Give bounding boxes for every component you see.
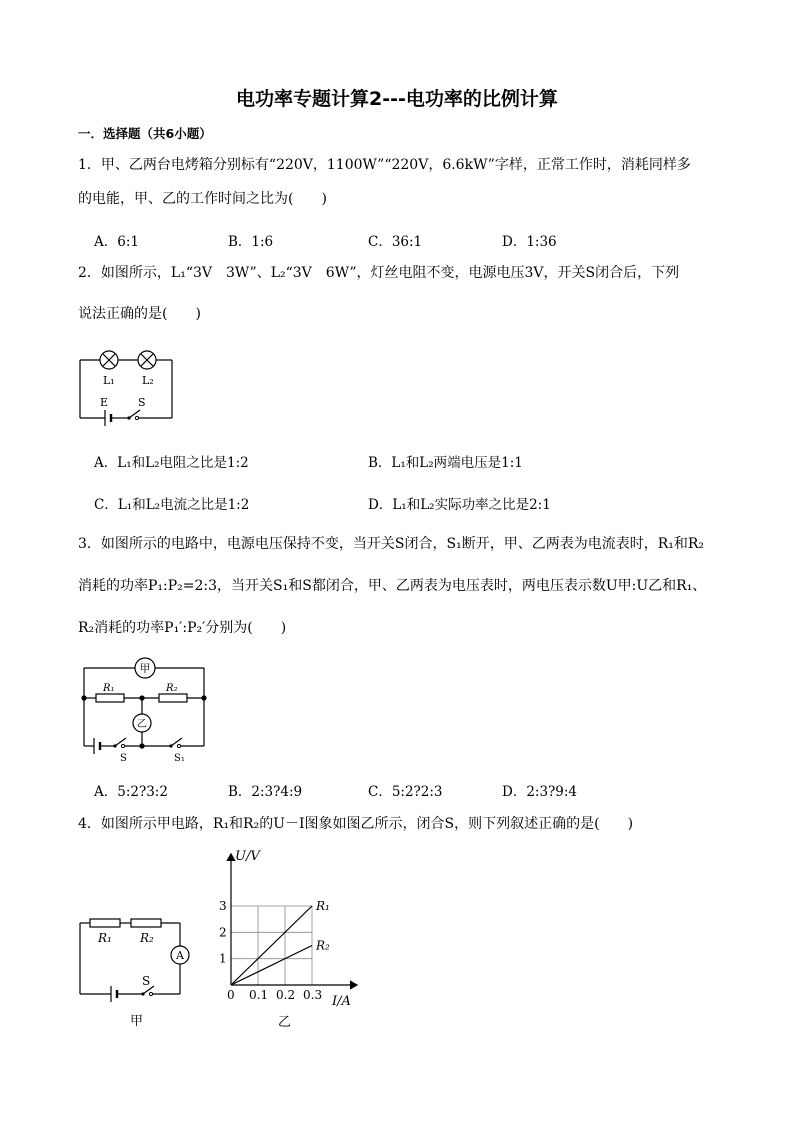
q2-label-l2: L₂: [142, 374, 154, 387]
x-tick-label: 0.3: [303, 988, 323, 1002]
resistor-r1-icon: [90, 919, 120, 927]
q2-label-l1: L₁: [103, 374, 115, 387]
q3-label-r1: R₁: [103, 683, 115, 694]
y-tick-label: 3: [219, 899, 227, 913]
battery-icon: [111, 986, 117, 1002]
q1-option-a[interactable]: A．6:1: [94, 234, 139, 250]
q1-text-line2: 的电能，甲、乙的工作时间之比为( ): [78, 191, 327, 207]
q3-circuit-diagram: [70, 650, 220, 765]
q4-circuit-diagram: [70, 905, 200, 1030]
series-line-2: [231, 946, 312, 986]
q1-option-d[interactable]: D．1:36: [502, 234, 557, 250]
q3-label-s: S: [120, 753, 127, 764]
q3-meter-a-label: 甲: [139, 662, 151, 675]
q1-text-line1: 1．甲、乙两台电烤箱分别标有“220V，1100W”“220V，6.6kW”字样，正常工作时，消耗同样多: [78, 157, 691, 173]
q3-option-a[interactable]: A．5:2?3:2: [94, 784, 168, 800]
q2-text-line2: 说法正确的是( ): [78, 306, 201, 322]
q3-text-line2: 消耗的功率P₁:P₂=2:3，当开关S₁和S都闭合，甲、乙两表为电压表时，两电压表示数U甲:U乙和R₁、: [78, 578, 707, 594]
q4-label-r2: R₂: [140, 931, 154, 945]
q3-text-line3: R₂消耗的功率P₁′:P₂′分别为( ): [78, 620, 287, 636]
q4-label-s: S: [142, 974, 151, 988]
battery-icon: [94, 738, 100, 754]
q3-text-line1: 3．如图所示的电路中，电源电压保持不变，当开关S闭合，S₁断开，甲、乙两表为电流表时，R₁和R₂: [78, 536, 705, 552]
q4-text-line1: 4．如图所示甲电路，R₁和R₂的U－I图象如图乙所示，闭合S，则下列叙述正确的是( ): [78, 816, 634, 832]
q2-option-a[interactable]: A．L₁和L₂电阻之比是1:2: [94, 455, 249, 471]
q1-option-c[interactable]: C．36:1: [368, 234, 423, 250]
x-tick-label: 0: [227, 988, 235, 1002]
switch-s1-icon: [169, 738, 182, 748]
q3-label-r2: R₂: [166, 683, 178, 694]
q2-circuit-diagram: [70, 340, 185, 430]
lamp-l1-icon: [100, 351, 118, 369]
q3-label-s1: S₁: [174, 753, 185, 764]
series-label-2: R₂: [316, 938, 330, 953]
switch-icon: [127, 410, 140, 420]
x-axis-label: I/A: [332, 994, 351, 1009]
q1-option-b[interactable]: B．1:6: [228, 234, 274, 250]
q2-option-b[interactable]: B．L₁和L₂两端电压是1:1: [368, 455, 523, 471]
q3-option-d[interactable]: D．2:3?9:4: [502, 784, 578, 800]
battery-icon: [105, 410, 111, 426]
q3-option-b[interactable]: B．2:3?4:9: [228, 784, 303, 800]
q2-text-line1: 2．如图所示，L₁“3V 3W”、L₂“3V 6W”，灯丝电阻不变，电源电压3V，开关S闭合后，下列: [78, 265, 680, 281]
q4-ui-graph: [210, 842, 370, 1032]
q4-caption-jia: 甲: [130, 1014, 144, 1029]
series-label-1: R₁: [316, 899, 330, 913]
resistor-r1-icon: [96, 694, 124, 702]
q4-caption-yi: 乙: [278, 1015, 292, 1030]
x-tick-label: 0.2: [276, 988, 296, 1002]
lamp-l2-icon: [138, 351, 156, 369]
resistor-r2-icon: [131, 919, 161, 927]
y-axis-label: U/V: [235, 849, 260, 864]
q4-label-r1: R₁: [98, 931, 112, 945]
q2-label-s: S: [138, 396, 146, 409]
page-title: 电功率专题计算2---电功率的比例计算: [236, 88, 558, 110]
q2-option-c[interactable]: C．L₁和L₂电流之比是1:2: [94, 497, 250, 513]
q4-ammeter-label: A: [176, 949, 184, 962]
q2-label-e: E: [100, 396, 109, 409]
q2-option-d[interactable]: D．L₁和L₂实际功率之比是2:1: [368, 497, 551, 513]
y-tick-label: 2: [219, 925, 227, 940]
x-tick-label: 0.1: [249, 988, 269, 1002]
q3-option-c[interactable]: C．5:2?2:3: [368, 784, 443, 800]
section-heading: 一．选择题（共6小题）: [78, 126, 212, 141]
switch-s-icon: [113, 738, 126, 748]
series-line-1: [231, 906, 312, 985]
resistor-r2-icon: [159, 694, 187, 702]
y-tick-label: 1: [219, 951, 227, 966]
q3-meter-b-label: 乙: [137, 719, 147, 730]
